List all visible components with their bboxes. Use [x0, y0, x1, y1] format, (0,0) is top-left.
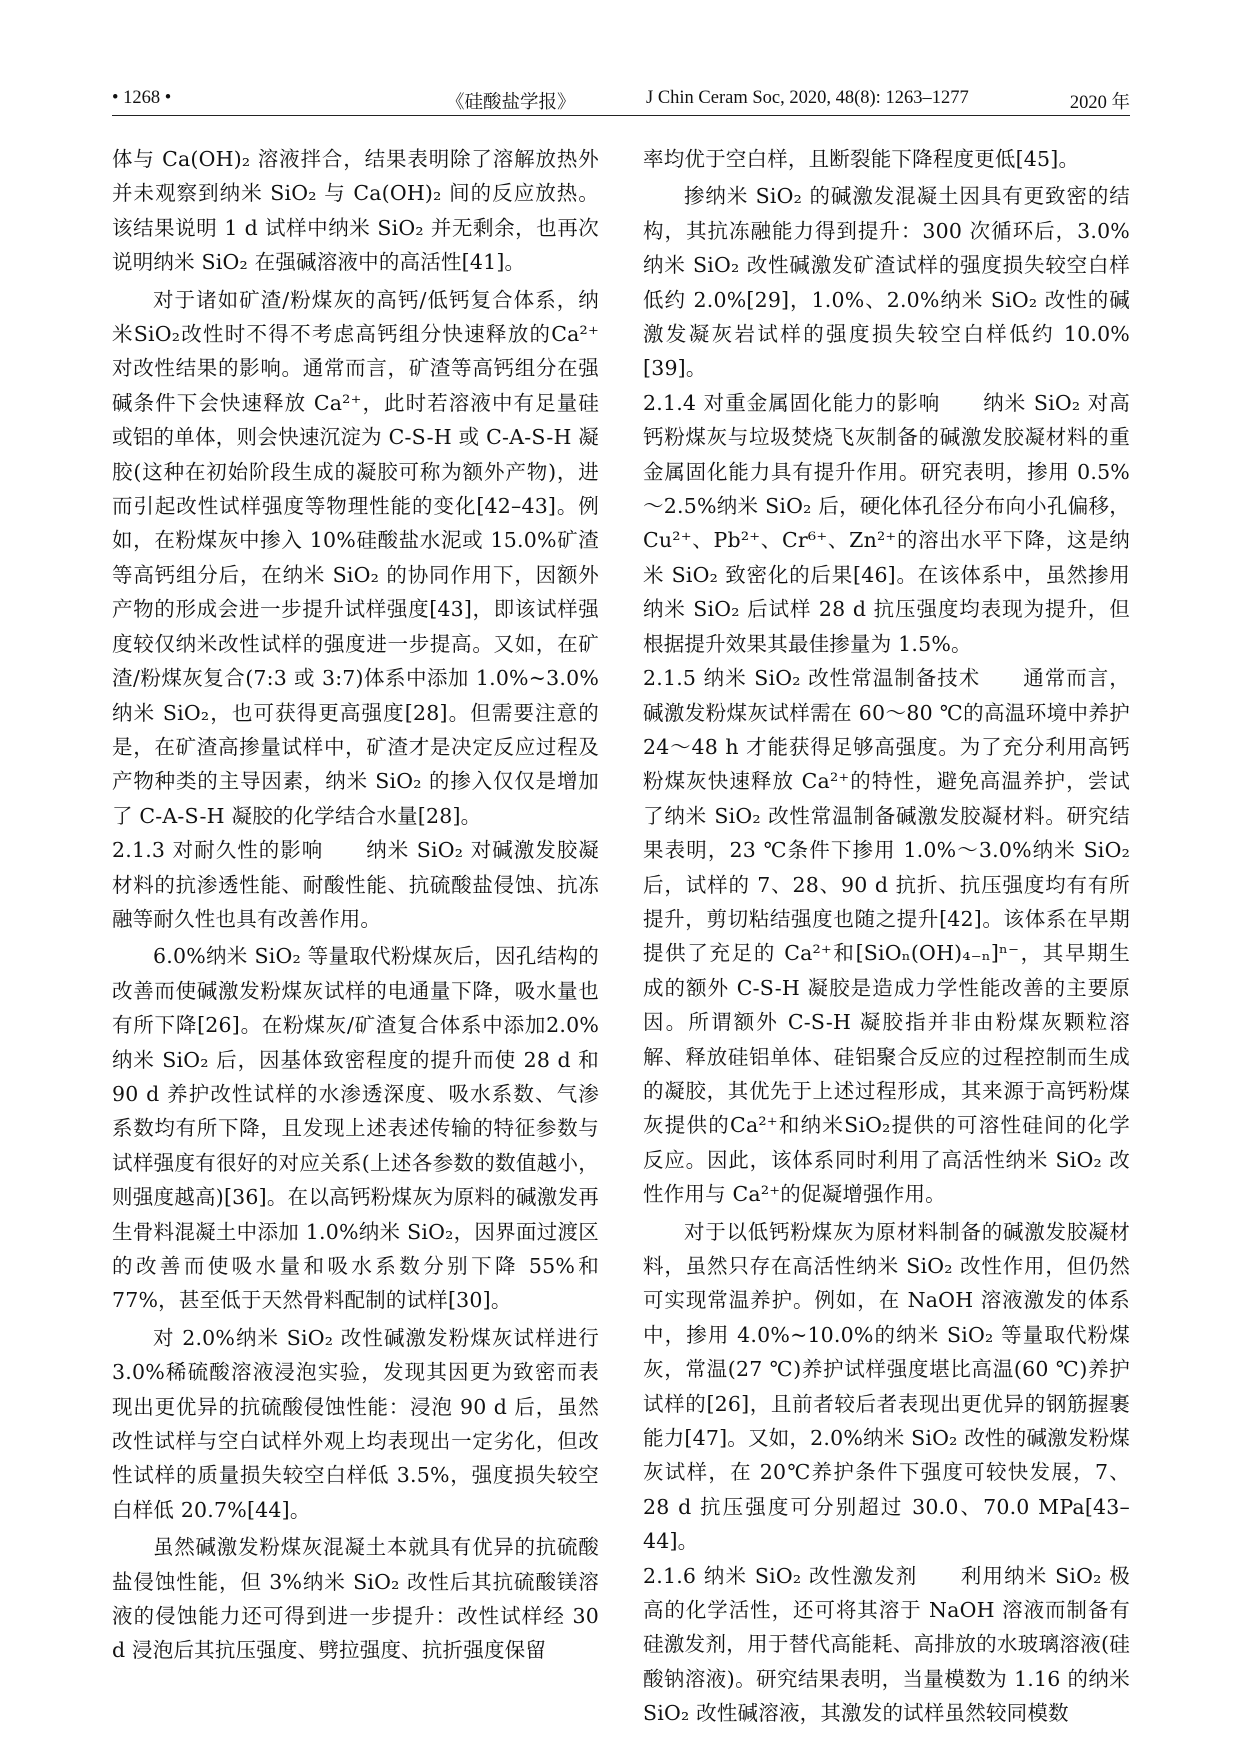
journal-citation: J Chin Ceram Soc, 2020, 48(8): 1263–1277 [646, 88, 969, 108]
paragraph: 对于以低钙粉煤灰为原材料制备的碱激发胶凝材料，虽然只存在高活性纳米 SiO₂ 改性作用，但仍然可实现常温养护。例如，在 NaOH 溶液激发的体系中，掺用 4.0%~10.0%的纳米 SiO₂ 等量取代粉煤灰，常温(27 ℃)养护试样强度堪比高温(60 ℃)养护试样的[26]，且前者较后者表现出更优异的钢筋握裹能力[47]。又如，2.0%纳米 SiO₂ 改性的碱激发粉煤灰试样，在 20℃养护条件下强度可较快发展，7、28 d 抗压强度可分别超过 30.0、70.0 MPa[43–44]。 [643, 1219, 1130, 1554]
section-2-1-4: 2.1.4 对重金属固化能力的影响 纳米 SiO₂ 对高钙粉煤灰与垃圾焚烧飞灰制备的碱激发胶凝材料的重金属固化能力具有提升作用。研究表明，掺用 0.5%～2.5%纳米 SiO₂ 后，硬化体孔径分布向小孔偏移，Cu²⁺、Pb²⁺、Cr⁶⁺、Zn²⁺的溶出水平下降，这是纳米 SiO₂ 致密化的后果[46]。在该体系中，虽然掺用纳米 SiO₂ 后试样 28 d 抗压强度均表现为提升，但根据提升效果其最佳掺量为 1.5%。 [643, 390, 1130, 656]
journal-name: 《硅酸盐学报》 [446, 93, 576, 113]
running-header [112, 84, 1130, 114]
header-rule [112, 115, 1130, 116]
paragraph: 率均优于空白样，且断裂能下降程度更低[45]。 [643, 147, 1080, 171]
section-2-1-5: 2.1.5 纳米 SiO₂ 改性常温制备技术 通常而言，碱激发粉煤灰试样需在 60～80 ℃的高温环境中养护 24～48 h 才能获得足够高强度。为了充分利用高钙粉煤灰快速释放 Ca²⁺的特性，避免高温养护，尝试了纳米 SiO₂ 改性常温制备碱激发胶凝材料。研究结果表明，23 ℃条件下掺用 1.0%～3.0%纳米 SiO₂ 后，试样的 7、28、90 d 抗折、抗压强度均有有所提升，剪切粘结强度也随之提升[42]。该体系在早期提供了充足的 Ca²⁺和[SiOₙ(OH)₄₋ₙ]ⁿ⁻，其早期生成的额外 C-S-H 凝胶是造成力学性能改善的主要原因。所谓额外 C-S-H 凝胶指并非由粉煤灰颗粒溶解、释放硅铝单体、硅铝聚合反应的过程控制而生成的凝胶，其优先于上述过程形成，其来源于高钙粉煤灰提供的Ca²⁺和纳米SiO₂提供的可溶性硅间的化学反应。因此，该体系同时利用了高活性纳米 SiO₂ 改性作用与 Ca²⁺的促凝增强作用。 [643, 666, 1130, 1207]
paragraph: 掺纳米 SiO₂ 的碱激发混凝土因具有更致密的结构，其抗冻融能力得到提升：300 次循环后，3.0%纳米 SiO₂ 改性碱激发矿渣试样的强度损失较空白样低约 2.0%[29]，1.0%、2.0%纳米 SiO₂ 改性的碱激发凝灰岩试样的强度损失较空白样低约 10.0%[39]。 [643, 184, 1130, 381]
paragraph: 6.0%纳米 SiO₂ 等量取代粉煤灰后，因孔结构的改善而使碱激发粉煤灰试样的电通量下降，吸水量也有所下降[26]。在粉煤灰/矿渣复合体系中添加2.0%纳米 SiO₂ 后，因基体致密程度的提升而使 28 d 和 90 d 养护改性试样的水渗透深度、吸水系数、气渗系数均有所下降，且发现上述表述传输的特征参数与试样强度有很好的对应关系(上述各参数的数值越小，则强度越高)[36]。在以高钙粉煤灰为原料的碱激发再生骨料混凝土中添加 1.0%纳米 SiO₂，因界面过渡区的改善而使吸水量和吸水系数分别下降 55%和 77%，甚至低于天然骨料配制的试样[30]。 [112, 944, 599, 1313]
section-2-1-6: 2.1.6 纳米 SiO₂ 改性激发剂 利用纳米 SiO₂ 极高的化学活性，还可将其溶于 NaOH 溶液而制备有硅激发剂，用于替代高能耗、高排放的水玻璃溶液(硅酸钠溶液)。研究结果表明，当量模数为 1.16 的纳米 SiO₂ 改性碱溶液，其激发的试样虽然较同模数 [643, 1563, 1130, 1726]
paragraph: 虽然碱激发粉煤灰混凝土本就具有优异的抗硫酸盐侵蚀性能，但 3%纳米 SiO₂ 改性后其抗硫酸镁溶液的侵蚀能力还可得到进一步提升：改性试样经 30 d 浸泡后其抗压强度、劈拉强度、抗折强度保留 [112, 1535, 599, 1663]
right-column [643, 142, 1130, 1726]
paragraph: 对 2.0%纳米 SiO₂ 改性碱激发粉煤灰试样进行 3.0%稀硫酸溶液浸泡实验，发现其因更为致密而表现出更优异的抗硫酸侵蚀性能：浸泡 90 d 后，虽然改性试样与空白试样外观上均表现出一定劣化，但改性试样的质量损失较空白样低 3.5%，强度损失较空白样低 20.7%[44]。 [112, 1325, 599, 1522]
section-2-1-3: 2.1.3 对耐久性的影响 纳米 SiO₂ 对碱激发胶凝材料的抗渗透性能、耐酸性能、抗硫酸盐侵蚀、抗冻融等耐久性也具有改善作用。 [112, 838, 599, 931]
page-number: • 1268 • [112, 88, 172, 108]
header-year: 2020 年 [1069, 93, 1130, 113]
left-column [112, 142, 599, 1697]
paragraph: 对于诸如矿渣/粉煤灰的高钙/低钙复合体系，纳米SiO₂改性时不得不考虑高钙组分快速释放的Ca²⁺对改性结果的影响。通常而言，矿渣等高钙组分在强碱条件下会快速释放 Ca²⁺，此时若溶液中有足量硅或铝的单体，则会快速沉淀为 C-S-H 或 C-A-S-H 凝胶(这种在初始阶段生成的凝胶可称为额外产物)，进而引起改性试样强度等物理性能的变化[42–43]。例如，在粉煤灰中掺入 10%硅酸盐水泥或 15.0%矿渣等高钙组分后，在纳米 SiO₂ 的协同作用下，因额外产物的形成会进一步提升试样强度[43]，即该试样强度较仅纳米改性试样的强度进一步提高。又如，在矿渣/粉煤灰复合(7:3 或 3:7)体系中添加 1.0%~3.0%纳米 SiO₂，也可获得更高强度[28]。但需要注意的是，在矿渣高掺量试样中，矿渣才是决定反应过程及产物种类的主导因素，纳米 SiO₂ 的掺入仅仅是增加了 C-A-S-H 凝胶的化学结合水量[28]。 [112, 287, 599, 828]
paragraph: 体与 Ca(OH)₂ 溶液拌合，结果表明除了溶解放热外并未观察到纳米 SiO₂ 与 Ca(OH)₂ 间的反应放热。该结果说明 1 d 试样中纳米 SiO₂ 并无剩余，也再次说明纳米 SiO₂ 在强碱溶液中的高活性[41]。 [112, 147, 599, 275]
